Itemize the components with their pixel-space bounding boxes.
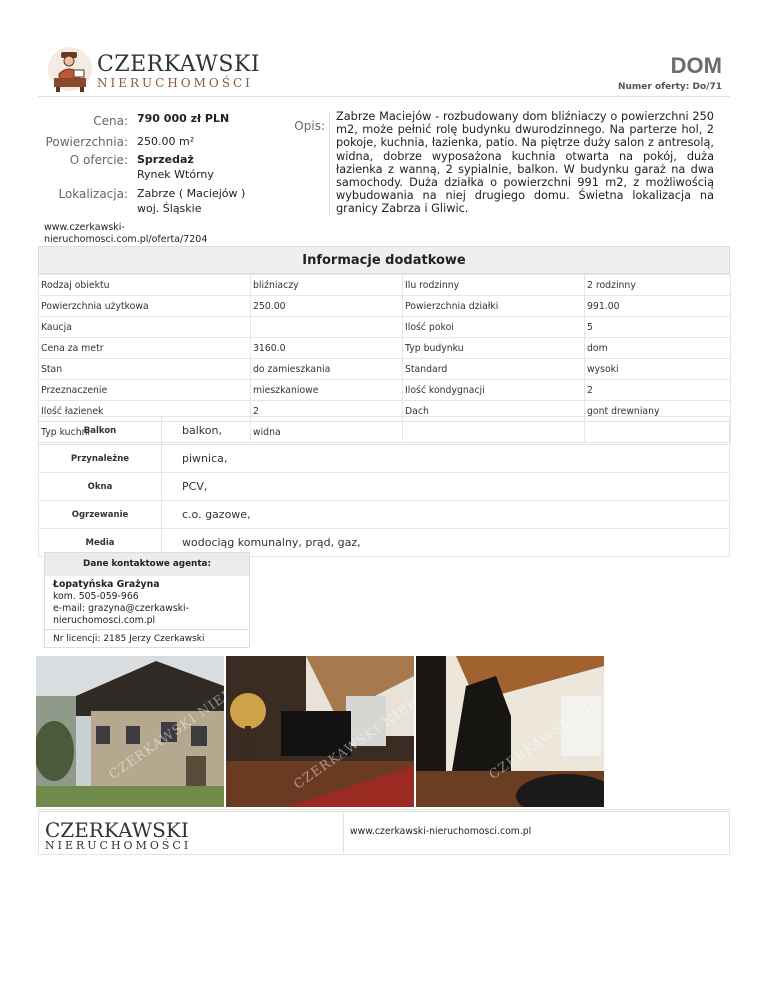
photo-salon[interactable] [416,656,604,807]
info-row [39,338,731,359]
info-label-cell: Typ kuchni [39,422,251,443]
agent-email-line2: nieruchomosci.com.pl [53,615,156,626]
location-region: woj. Śląskie [137,202,202,215]
info-value-cell: bliźniaczy [251,275,403,296]
feature-row [39,445,730,473]
info-value-cell: widna [251,422,403,443]
agent-details [53,579,248,627]
info-value-cell: dom [585,338,731,359]
info-label-cell: Ilość kondygnacji [403,380,585,401]
offer-label: O ofercie: [69,153,128,167]
feature-value: balkon, [162,417,730,445]
offer-url-line2: nieruchomosci.com.pl/oferta/7204 [44,233,208,245]
footer-divider [38,809,730,810]
info-value-cell: mieszkaniowe [251,380,403,401]
info-label-cell: Stan [39,359,251,380]
info-value-cell: wysoki [585,359,731,380]
info-value-cell: 5 [585,317,731,338]
agent-name: Łopatyńska Grażyna [53,579,160,590]
additional-info-heading: Informacje dodatkowe [38,246,730,274]
header-divider [38,96,730,97]
info-row [39,380,731,401]
agent-divider [45,629,249,630]
info-label-cell: Ilość pokoi [403,317,585,338]
feature-row [39,417,730,445]
photo-living-room[interactable] [226,656,414,807]
feature-label: Balkon [39,417,162,445]
info-value-cell: gont drewniany [585,401,731,422]
feature-value: piwnica, [162,445,730,473]
description-divider [329,112,330,216]
agent-contact-box [44,552,250,648]
footer-brand-name: CZERKAWSKI [45,818,189,842]
features-table [38,416,730,557]
feature-value: c.o. gazowe, [162,501,730,529]
info-value-cell: 991.00 [585,296,731,317]
feature-label: Ogrzewanie [39,501,162,529]
brand-name: CZERKAWSKI [97,52,261,77]
info-label-cell: Ilość łazienek [39,401,251,422]
info-label-cell: Kaucja [39,317,251,338]
feature-value: PCV, [162,473,730,501]
photo-watermark-2: CZERKAWSKI [291,721,385,793]
feature-label: Okna [39,473,162,501]
price-label: Cena: [93,114,128,128]
location-city: Zabrze ( Maciejów ) [137,187,246,200]
feature-row [39,501,730,529]
brand-subtitle: NIERUCHOMOŚCI [97,76,253,90]
info-row [39,317,731,338]
price-value: 790 000 zł PLN [137,112,230,125]
info-label-cell: Cena za metr [39,338,251,359]
info-label-cell: Powierzchnia działki [403,296,585,317]
info-label-cell: Standard [403,359,585,380]
offer-url-line1: www.czerkawski- [44,222,125,233]
area-value: 250.00 m² [137,135,195,148]
info-label-cell: Dach [403,401,585,422]
footer-brand-subtitle: NIERUCHOMOŚCI [45,839,192,852]
offer-number [618,82,722,92]
info-value-cell: 2 [251,401,403,422]
brand-logo-figure [44,44,96,94]
info-label-cell: Przeznaczenie [39,380,251,401]
info-row [39,296,731,317]
info-value-cell: 250.00 [251,296,403,317]
info-label-cell: Ilu rodzinny [403,275,585,296]
feature-label: Media [39,529,162,557]
property-type-title: DOM [670,53,722,78]
agent-heading: Dane kontaktowe agenta: [45,553,249,576]
info-label-cell: Typ budynku [403,338,585,359]
agent-email-line1: e-mail: grazyna@czerkawski- [53,603,189,614]
info-row [39,275,731,296]
agent-phone: kom. 505-059-966 [53,591,139,602]
feature-label: Przynależne [39,445,162,473]
info-value-cell: 2 [585,380,731,401]
info-value-cell [251,317,403,338]
info-value-cell: do zamieszkania [251,359,403,380]
info-value-cell: 3160.0 [251,338,403,359]
feature-row [39,473,730,501]
offer-market: Rynek Wtórny [137,168,214,181]
info-label-cell: Rodzaj obiektu [39,275,251,296]
offer-number-label: Numer oferty: [617,82,690,92]
agent-license: Nr licencji: 2185 Jerzy Czerkawski [53,634,205,644]
area-label: Powierzchnia: [45,135,128,149]
offer-url[interactable] [44,222,224,245]
feature-value: wodociąg komunalny, prąd, gaz, [162,529,730,557]
offer-type: Sprzedaż [137,153,194,166]
info-row [39,359,731,380]
info-label-cell: Powierzchnia użytkowa [39,296,251,317]
location-label: Lokalizacja: [58,187,128,201]
footer-separator [343,813,344,853]
footer-url-link[interactable]: www.czerkawski-nieruchomosci.com.pl [350,826,532,837]
description-text: Zabrze Maciejów - rozbudowany dom bliźniaczy o powierzchni 250 m2, może pełnić rolę budynku dwurodzinnego. Na parterze hol, 2 pokoje, kuchnia, łazienka, patio. Na piętrze duży salon z antresolą, widna, dobrze wyposażona kuchnia otwarta na pokój, duża łazienka z wanną, 2 sypialnie, balkon. W budynku garaż na dwa samochody. Duża działka o powierzchni 991 m2, z możliwością wybudowania na niej drugiego domu. Świetna lokalizacja na granicy Zabrza i Gliwic. [336,110,714,216]
info-value-cell: 2 rodzinny [585,275,731,296]
description-label: Opis: [294,119,325,133]
offer-number-value: Do/71 [692,82,722,92]
photo-house-exterior[interactable] [36,656,224,807]
